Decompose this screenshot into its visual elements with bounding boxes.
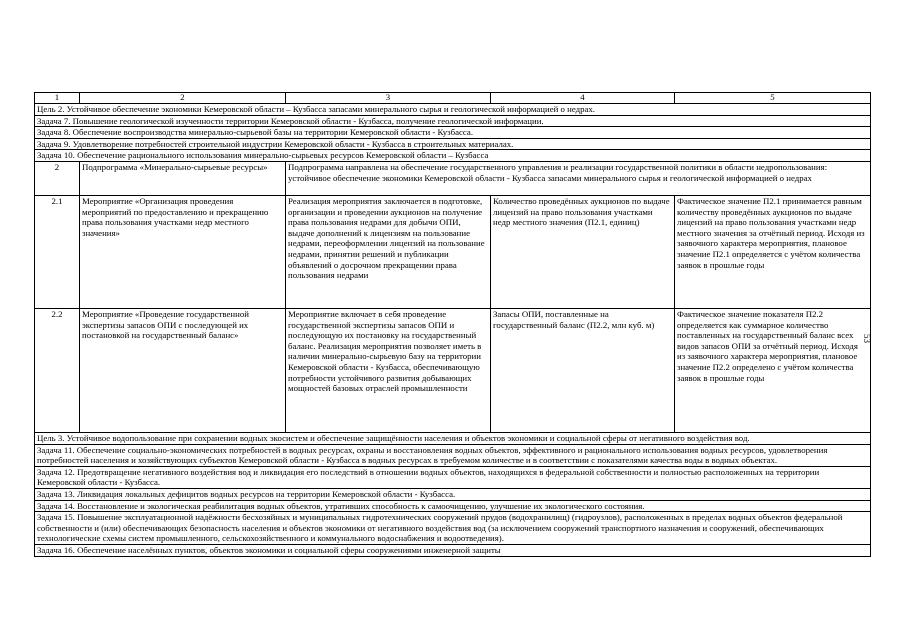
col-number-cell: 5 — [675, 93, 871, 104]
task-row — [35, 544, 871, 556]
col-number-cell: 1 — [35, 93, 80, 104]
task-row — [35, 138, 871, 150]
task-text: Задача 15. Повышение эксплуатационной надёжности бесхозяйных и муниципальных гидротехнических сооружений прудов (водохранилищ) (гидроузлов), расположенных в пределах водных объектов федеральной собственности и (или) обеспечивающих безопасность населения и объектов экономики от негативного воздействия вод (за исключением сооружений транспортного назначения и сооружений, обеспечивающих технологические схемы систем промышленного, сельскохозяйственного и коммунального водоснабжения и водоотведения). — [35, 512, 871, 545]
task-row — [35, 466, 871, 488]
goal-row — [35, 104, 871, 116]
col-number-cell: 2 — [80, 93, 286, 104]
task-row — [35, 150, 871, 162]
task-row — [35, 512, 871, 545]
measure-calculation: Фактическое значение показателя П2.2 определяется как суммарное количество поставленных на государственный баланс всех видов запасов ОПИ за отчётный период. Исходя из заявочного характера мероприятия, плановое значение П2.2 определено с учётом количества заявок в прошлые годы — [675, 308, 871, 432]
measure-indicator: Количество проведённых аукционов по выдаче лицензий на право пользования участками недр местного значения (П2.1, единиц) — [491, 195, 675, 308]
task-text: Задача 11. Обеспечение социально-экономических потребностей в водных ресурсах, охраны и восстановления водных объектов, эффективного и рационального использования водных ресурсов, удовлетворения потребностей населения и хозяйствующих субъектов Кемеровской области - Кузбасса в водных ресурсах в требуемом количестве и в соответствии с показателями качества воды в водных объектах. — [35, 444, 871, 466]
measure-number: 2.2 — [35, 308, 80, 432]
task-text: Задача 12. Предотвращение негативного воздействия вод и ликвидация его последствий в отношении водных объектов, находящихся в федеральной собственности и полностью расположенных на территории Кемеровской области - Кузбасса. — [35, 466, 871, 488]
task-text: Задача 14. Восстановление и экологическая реабилитация водных объектов, утративших способность к самоочищению, улучшение их экологического состояния. — [35, 500, 871, 512]
measure-description: Мероприятие включает в себя проведение государственной экспертизы запасов ОПИ и последующую их постановку на государственный баланс. Реализация мероприятия позволяет иметь в наличии минерально-сырьевую базу на территории Кемеровской области - Кузбасса, обеспечивающую потребности устойчивого развития добывающих мощностей базовых отраслей промышленности — [286, 308, 491, 432]
measure-row — [35, 308, 871, 432]
task-text: Задача 10. Обеспечение рационального использования минерально-сырьевых ресурсов Кемеровской области – Кузбасса — [35, 150, 871, 162]
task-row — [35, 444, 871, 466]
goal-2-text: Цель 2. Устойчивое обеспечение экономики Кемеровской области – Кузбасса запасами минерального сырья и геологической информацией о недрах. — [35, 104, 871, 116]
goal-3-text: Цель 3. Устойчивое водопользование при сохранении водных экосистем и обеспечение защищённости населения и объектов экономики и социальной сферы от негативного воздействия вод. — [35, 432, 871, 444]
measure-description: Реализация мероприятия заключается в подготовке, организации и проведении аукционов на получение права пользования недрами для добычи ОПИ, выдаче дополнений к лицензиям на пользование недрами, переоформлении лицензий на пользование недрами, принятии решений и публикации объявлений о досрочном прекращении права пользования недрами — [286, 195, 491, 308]
measure-calculation: Фактическое значение П2.1 принимается равным количеству проведённых аукционов по выдаче лицензий на право пользования участками недр местного значения за отчётный период. Исходя из заявочного характера мероприятия, плановое значение П2.1 определяется с учётом количества заявок в прошлые годы — [675, 195, 871, 308]
task-text: Задача 8. Обеспечение воспроизводства минерально-сырьевой базы на территории Кемеровской области - Кузбасса. — [35, 127, 871, 139]
task-text: Задача 13. Ликвидация локальных дефицитов водных ресурсов на территории Кемеровской области - Кузбасса. — [35, 488, 871, 500]
measure-name: Мероприятие «Проведение государственной экспертизы запасов ОПИ с последующей их постановкой на государственный баланс» — [80, 308, 286, 432]
task-text: Задача 16. Обеспечение населённых пунктов, объектов экономики и социальной сферы сооружениями инженерной защиты — [35, 544, 871, 556]
subprogram-number: 2 — [35, 161, 80, 195]
measure-number: 2.1 — [35, 195, 80, 308]
measure-name: Мероприятие «Организация проведения мероприятий по предоставлению и прекращению права пользования участками недр местного значения» — [80, 195, 286, 308]
task-text: Задача 9. Удовлетворение потребностей строительной индустрии Кемеровской области - Кузбасса в строительных материалах. — [35, 138, 871, 150]
goal-row — [35, 432, 871, 444]
measure-row — [35, 195, 871, 308]
subprogram-description: Подпрограмма направлена на обеспечение государственного управления и реализации государственной политики в области недропользования: устойчивое обеспечение экономики Кемеровской области - Кузбасса запасами минерального сырья и геологической информацией о недрах — [286, 161, 871, 195]
measures-table — [34, 92, 871, 557]
column-numbers-row — [35, 93, 871, 104]
task-row — [35, 127, 871, 139]
task-row — [35, 500, 871, 512]
subprogram-row — [35, 161, 871, 195]
task-row — [35, 488, 871, 500]
measure-indicator: Запасы ОПИ, поставленные на государственный баланс (П2.2, млн куб. м) — [491, 308, 675, 432]
page-number: 53 — [862, 334, 872, 343]
task-row — [35, 115, 871, 127]
col-number-cell: 4 — [491, 93, 675, 104]
col-number-cell: 3 — [286, 93, 491, 104]
task-text: Задача 7. Повышение геологической изученности территории Кемеровской области - Кузбасса, получение геологической информации. — [35, 115, 871, 127]
subprogram-name: Подпрограмма «Минерально-сырьевые ресурсы» — [80, 161, 286, 195]
